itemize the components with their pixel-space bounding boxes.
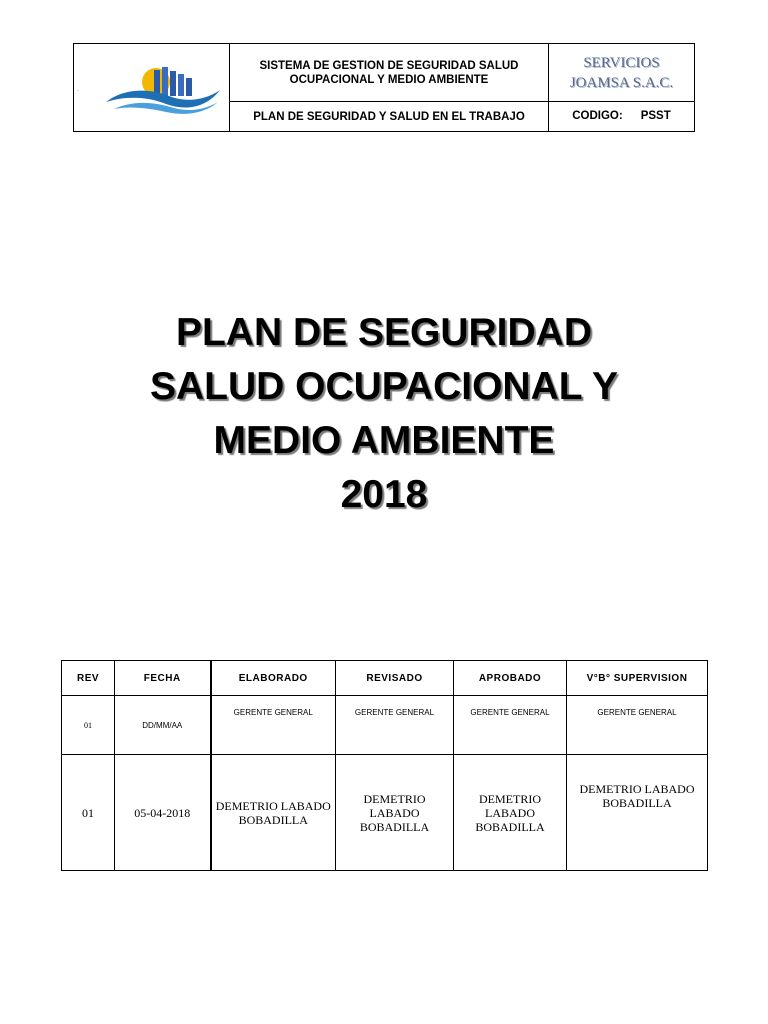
header-supervision: V°B° SUPERVISION xyxy=(567,661,708,696)
company-name-line1: SERVICIOS xyxy=(583,54,660,71)
code-label: CODIGO: xyxy=(572,110,623,122)
header-aprobado: APROBADO xyxy=(454,661,567,696)
cell-fecha: 05-04-2018 xyxy=(115,755,211,871)
company-name-line2: JOAMSA S.A.C. xyxy=(569,74,674,91)
cell-supervision: DEMETRIO LABADO BOBADILLA xyxy=(567,755,708,871)
main-title xyxy=(0,306,768,522)
logo-mark: · xyxy=(77,88,79,94)
code-cell xyxy=(549,102,694,131)
plan-label: PLAN DE SEGURIDAD Y SALUD EN EL TRABAJO xyxy=(230,102,549,131)
company-logo xyxy=(104,62,224,114)
cell-supervision: GERENTE GENERAL xyxy=(567,696,708,755)
cell-fecha: DD/MM/AA xyxy=(115,696,211,755)
header-rev: REV xyxy=(62,661,115,696)
header-revisado: REVISADO xyxy=(336,661,454,696)
table-row xyxy=(62,696,708,755)
cell-elaborado: GERENTE GENERAL xyxy=(211,696,336,755)
header-elaborado: ELABORADO xyxy=(211,661,336,696)
cell-aprobado: DEMETRIO LABADO BOBADILLA xyxy=(454,755,567,871)
company-name xyxy=(549,44,694,102)
system-title-line2: OCUPACIONAL Y MEDIO AMBIENTE xyxy=(289,73,489,86)
cell-revisado: GERENTE GENERAL xyxy=(336,696,454,755)
cell-rev: 01 xyxy=(62,755,115,871)
cell-rev: 01 xyxy=(62,696,115,755)
code-value: PSST xyxy=(640,110,671,122)
document-header xyxy=(73,43,695,132)
system-title-line1: SISTEMA DE GESTION DE SEGURIDAD SALUD xyxy=(259,59,519,72)
main-title-line4: 2018 xyxy=(340,473,428,516)
main-title-line2: SALUD OCUPACIONAL Y xyxy=(149,365,619,408)
cell-elaborado: DEMETRIO LABADO BOBADILLA xyxy=(211,755,336,871)
table-header-row xyxy=(62,661,708,696)
main-title-line1: PLAN DE SEGURIDAD xyxy=(175,311,593,354)
system-title xyxy=(230,44,549,102)
logo-cell xyxy=(74,44,230,131)
table-row xyxy=(62,755,708,871)
cell-revisado: DEMETRIO LABADO BOBADILLA xyxy=(336,755,454,871)
revision-table xyxy=(61,660,708,871)
main-title-line3: MEDIO AMBIENTE xyxy=(213,419,555,462)
header-fecha: FECHA xyxy=(115,661,211,696)
cell-aprobado: GERENTE GENERAL xyxy=(454,696,567,755)
